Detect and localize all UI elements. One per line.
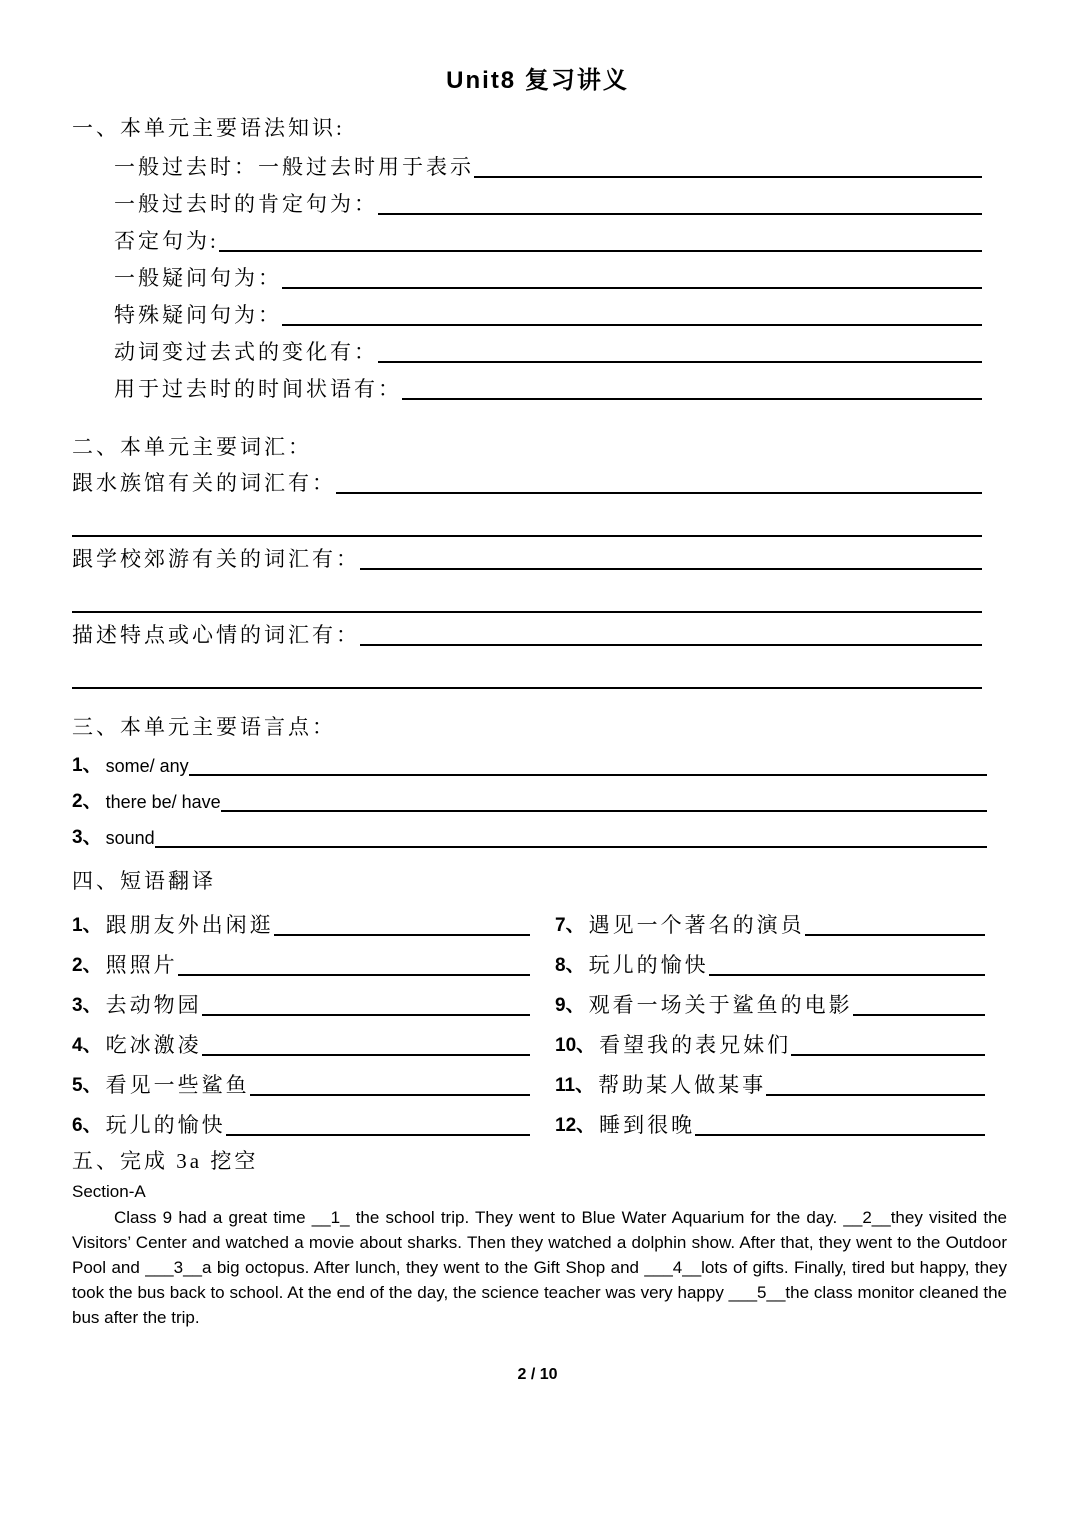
cloze-paragraph: Class 9 had a great time __1_ the school trip. They went to Blue Water Aquarium for the day. __2__they visited the Visitors’ Center and watched a movie about sharks. Then they watched a dolphin show. After that, they went to the Outdoor Pool and ___3__a big octopus. After lunch, they went to the Gift Shop and ___4__lots of gifts. Finally, tired but happy, they took the bus back to school. At the end of the day, the science teacher was very happy ___5__the class monitor cleaned the bus after the trip.: [72, 1208, 1007, 1327]
item-label: 照照片: [105, 953, 178, 977]
language-point-row: [72, 815, 987, 851]
blank-line: [250, 1094, 530, 1096]
blank-line: [360, 568, 982, 570]
grammar-blank-row: [114, 292, 982, 329]
phrase-item: [555, 899, 985, 939]
phrase-item: [72, 1059, 530, 1099]
phrase-item: [555, 1099, 985, 1139]
page-title: Unit8 复习讲义: [446, 67, 629, 94]
item-label: there be/ have: [105, 792, 221, 812]
item-number: 6、: [72, 1115, 102, 1136]
blank-label: 否定句为:: [114, 229, 219, 253]
item-number: 3、: [72, 827, 102, 848]
item-number: 1、: [72, 915, 102, 936]
blank-line: [766, 1094, 985, 1096]
vocab-blank-row: [72, 613, 982, 649]
item-number: 3、: [72, 995, 102, 1016]
item-label: 帮助某人做某事: [598, 1073, 767, 1097]
phrase-item: [555, 979, 985, 1019]
blank-line: [709, 974, 985, 976]
blank-line: [791, 1054, 985, 1056]
blank-line: [155, 846, 987, 848]
continuation-line: [72, 649, 982, 689]
blank-line: [805, 934, 985, 936]
grammar-blank-row: [114, 181, 982, 218]
item-number: 10、: [555, 1035, 596, 1056]
blank-line: [853, 1014, 985, 1016]
blank-line: [221, 810, 987, 812]
phrase-item: [555, 1059, 985, 1099]
section-5-heading: 五、完成 3a 挖空: [72, 1149, 259, 1173]
blank-label: 用于过去时的时间状语有：: [114, 377, 402, 401]
phrase-item: [72, 939, 530, 979]
item-number: 1、: [72, 755, 102, 776]
blank-line: [360, 644, 982, 646]
item-label: 玩儿的愉快: [105, 1113, 226, 1137]
grammar-blank-list: [114, 144, 982, 403]
item-number: 4、: [72, 1035, 102, 1056]
section-4-heading: 四、短语翻译: [72, 869, 216, 893]
blank-label: 一般过去时：一般过去时用于表示: [114, 155, 474, 179]
grammar-blank-row: [114, 366, 982, 403]
grammar-blank-row: [114, 255, 982, 292]
continuation-line: [72, 573, 982, 613]
language-point-row: [72, 779, 987, 815]
blank-line: [282, 287, 982, 289]
blank-line: [402, 398, 982, 400]
item-label: 跟朋友外出闲逛: [105, 913, 274, 937]
blank-line: [219, 250, 982, 252]
item-label: 观看一场关于鲨鱼的电影: [588, 993, 853, 1017]
grammar-blank-row: [114, 218, 982, 255]
vocab-blank-row: [72, 461, 982, 497]
blank-label: 一般疑问句为：: [114, 266, 282, 290]
item-label: 吃冰激凌: [105, 1033, 202, 1057]
phrase-item: [555, 939, 985, 979]
page-number: 2 / 10: [517, 1366, 558, 1383]
blank-line: [378, 213, 982, 215]
item-number: 2、: [72, 791, 102, 812]
phrase-item: [72, 1019, 530, 1059]
item-label: 玩儿的愉快: [588, 953, 709, 977]
phrase-item: [72, 979, 530, 1019]
blank-line: [336, 492, 982, 494]
phrase-item: [72, 899, 530, 939]
blank-line: [226, 1134, 530, 1136]
phrase-item: [72, 1099, 530, 1139]
item-number: 11、: [555, 1075, 595, 1096]
blank-label: 动词变过去式的变化有：: [114, 340, 378, 364]
section-1-heading: 一、本单元主要语法知识:: [72, 116, 345, 140]
blank-label: 一般过去时的肯定句为：: [114, 192, 378, 216]
language-point-list: [72, 743, 987, 851]
item-label: 遇见一个著名的演员: [588, 913, 805, 937]
item-label: 看望我的表兄妹们: [599, 1033, 792, 1057]
item-number: 8、: [555, 955, 585, 976]
blank-line: [202, 1014, 530, 1016]
item-label: sound: [105, 828, 155, 848]
section-a-label: Section-A: [72, 1182, 146, 1201]
blank-line: [202, 1054, 530, 1056]
blank-label: 跟学校郊游有关的词汇有：: [72, 547, 360, 571]
vocab-blank-list: [72, 461, 982, 689]
blank-line: [282, 324, 982, 326]
grammar-blank-row: [114, 144, 982, 181]
item-number: 9、: [555, 995, 585, 1016]
item-number: 5、: [72, 1075, 102, 1096]
blank-label: 描述特点或心情的词汇有：: [72, 623, 360, 647]
grammar-blank-row: [114, 329, 982, 366]
vocab-blank-row: [72, 537, 982, 573]
phrase-item: [555, 1019, 985, 1059]
item-label: 看见一些鲨鱼: [105, 1073, 250, 1097]
blank-label: 特殊疑问句为：: [114, 303, 282, 327]
item-label: 去动物园: [105, 993, 202, 1017]
item-label: 睡到很晚: [599, 1113, 696, 1137]
blank-line: [178, 974, 530, 976]
blank-line: [695, 1134, 985, 1136]
blank-line: [189, 774, 987, 776]
blank-label: 跟水族馆有关的词汇有：: [72, 471, 336, 495]
section-2-heading: 二、本单元主要词汇：: [72, 435, 312, 459]
item-number: 2、: [72, 955, 102, 976]
blank-line: [474, 176, 982, 178]
item-label: some/ any: [105, 756, 189, 776]
phrase-translation-grid: [72, 899, 985, 1139]
item-number: 12、: [555, 1115, 596, 1136]
language-point-row: [72, 743, 987, 779]
continuation-line: [72, 497, 982, 537]
blank-line: [378, 361, 982, 363]
blank-line: [274, 934, 530, 936]
item-number: 7、: [555, 915, 585, 936]
section-3-heading: 三、本单元主要语言点：: [72, 715, 336, 739]
